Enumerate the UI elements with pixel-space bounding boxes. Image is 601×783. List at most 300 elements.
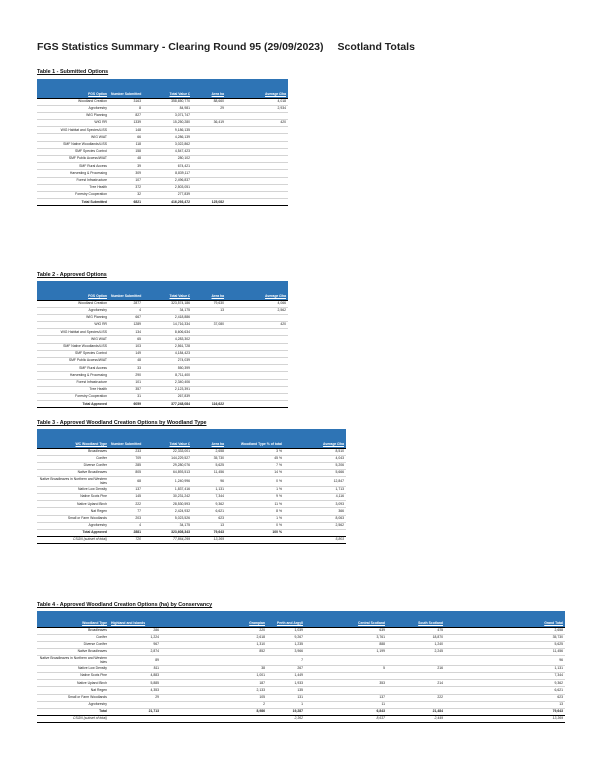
table-cell: 33 [109, 365, 143, 372]
table-row [37, 634, 565, 641]
table-row [37, 379, 288, 386]
table-cell: 148 [109, 127, 143, 134]
table-cell: 131 [267, 694, 305, 701]
row-label: Native Upland Birch [37, 501, 109, 508]
table-cell: 2 [161, 701, 267, 708]
table2-caption: Table 2 - Approved Options [37, 272, 107, 278]
row-label: WIG Planning [37, 314, 109, 321]
table-cell: 8,606,634 [143, 329, 192, 336]
table-row [37, 649, 565, 656]
row-label: Forestry Cooperation [37, 393, 109, 400]
row-label: Conifer [37, 634, 109, 641]
table-cell: 0 % [226, 522, 284, 529]
table-cell: 967 [109, 641, 161, 648]
table-row [37, 148, 288, 155]
table-cell: 34,175 [143, 307, 192, 314]
row-label: Diverse Conifer [37, 641, 109, 648]
table-cell: 4,286,139 [143, 134, 192, 141]
table-cell: 1,131 [445, 665, 565, 672]
table-cell: 2,418,886 [143, 314, 192, 321]
row-label: Native Low Density [37, 665, 109, 672]
table-cell: 5,625 [445, 641, 565, 648]
table4-caption: Table 4 - Approved Woodland Creation Options (ha) by Conservancy [37, 602, 213, 608]
table-cell: 96 [192, 477, 226, 487]
table-cell [192, 314, 226, 321]
table-cell [387, 656, 445, 666]
table-row [37, 105, 288, 112]
table-cell: 48 [109, 358, 143, 365]
total-row [37, 708, 565, 715]
table3-body [37, 448, 346, 544]
table-cell [192, 343, 226, 350]
table-cell: 11,456 [192, 470, 226, 477]
table-cell [226, 134, 288, 141]
table-cell: 550,399 [143, 365, 192, 372]
table-cell: 8,986 [161, 708, 267, 715]
row-label: Nat Regen [37, 687, 109, 694]
table-cell: 0 % [226, 477, 284, 487]
row-label: Tree Health [37, 184, 109, 191]
table3-header-area: Area ha [192, 429, 226, 448]
table-cell: 13 [445, 701, 565, 708]
table-cell: 149 [109, 350, 143, 357]
row-label: Agroforestry [37, 307, 109, 314]
table-row [37, 477, 346, 487]
table3-header-average: Average £/ha [284, 429, 346, 448]
table-cell [226, 358, 288, 365]
table-cell: 48 [109, 156, 143, 163]
table-cell: 2,562 [226, 307, 288, 314]
table4-header-south: South Scotland [387, 611, 445, 627]
table-cell: 31 [109, 393, 143, 400]
table-row [37, 177, 288, 184]
table-cell: 79,643 [445, 708, 565, 715]
table-cell: 137 [305, 694, 387, 701]
table-row [37, 127, 288, 134]
row-label: Harvesting & Processing [37, 372, 109, 379]
table-cell: 22,333,001 [143, 448, 192, 455]
table-row [37, 112, 288, 119]
table-cell: 187 [161, 680, 267, 687]
table-cell [226, 343, 288, 350]
table4-header-perth: Perth and Argyll [267, 611, 305, 627]
table-cell: 2,934 [226, 105, 288, 112]
table-cell [192, 184, 226, 191]
row-label: SMF Native Woodlands/LISS [37, 141, 109, 148]
table-cell: 9,186,135 [143, 127, 192, 134]
table1-submitted-options [37, 79, 288, 206]
table-row [37, 665, 565, 672]
table-cell [387, 672, 445, 679]
table1-caption: Table 1 - Submitted Options [37, 69, 109, 75]
table-cell: 2,133 [161, 687, 267, 694]
table-row [37, 508, 346, 515]
table-row [37, 680, 565, 687]
table-row [37, 170, 288, 177]
table-cell: 15,250,280 [143, 120, 192, 127]
table-cell: 5,803 [284, 537, 346, 544]
row-label: Total [37, 708, 109, 715]
table-cell: 103 [109, 343, 143, 350]
table-cell [192, 156, 226, 163]
row-label: Small or Farm Woodlands [37, 515, 109, 522]
table-cell: 19,287 [267, 708, 305, 715]
table-cell: 353 [305, 680, 387, 687]
table2-header-area: Area ha [192, 281, 226, 300]
table-cell: 1339 [109, 120, 143, 127]
table-cell: 3,093 [284, 501, 346, 508]
table-cell: 11 % [226, 501, 284, 508]
row-label: Native Broadleaves [37, 470, 109, 477]
table-cell [192, 365, 226, 372]
document-title [37, 41, 415, 53]
table-cell: 852 [161, 649, 267, 656]
table-cell [161, 656, 267, 666]
table-cell: 100 % [226, 529, 284, 536]
table-cell: 2,658 [192, 448, 226, 455]
table-cell: 45 % [226, 455, 284, 462]
csgn-row [37, 716, 565, 723]
table-cell: 2,123,391 [143, 386, 192, 393]
row-label: Woodland Creation [37, 98, 109, 105]
table-cell [192, 379, 226, 386]
table-cell: 13 [192, 307, 226, 314]
table-cell: 29 [192, 105, 226, 112]
table-cell: 1,240,996 [143, 477, 192, 487]
table-cell: 77,864,299 [143, 537, 192, 544]
table1-body [37, 98, 288, 206]
table-cell [226, 177, 288, 184]
row-label: Agroforestry [37, 701, 109, 708]
row-label: Woodland Creation [37, 300, 109, 307]
table-cell: 35,730 [192, 455, 226, 462]
table-cell: 3,071,747 [143, 112, 192, 119]
table-cell: 6,843 [305, 708, 387, 715]
total-row [37, 401, 288, 408]
row-label: Harvesting & Processing [37, 170, 109, 177]
row-label: Total Approved [37, 401, 109, 408]
table-cell: 8,637 [305, 716, 387, 723]
table-cell: 1,199 [305, 649, 387, 656]
row-label: Native Broadleaves [37, 649, 109, 656]
table-cell: 35,730 [445, 634, 565, 641]
table-row [37, 163, 288, 170]
table3-header-value: Total Value £ [143, 429, 192, 448]
table-cell: 14,716,334 [143, 322, 192, 329]
table-cell: 7 % [226, 462, 284, 469]
table-cell: 277,839 [143, 191, 192, 198]
table-cell: 64,893,513 [143, 470, 192, 477]
table-cell: 89 [109, 656, 161, 666]
table-cell: 1 % [226, 486, 284, 493]
table-cell [226, 112, 288, 119]
table-row [37, 120, 288, 127]
table-cell: 4,283,302 [143, 336, 192, 343]
table-row [37, 672, 565, 679]
table-cell [192, 358, 226, 365]
row-label: Forest Infrastructure [37, 177, 109, 184]
table-cell [226, 379, 288, 386]
table-cell: 4,547,423 [143, 148, 192, 155]
row-label: Native Broadleaves in Northern and Western Isles [37, 656, 109, 666]
table-cell: 639 [305, 627, 387, 634]
table-cell: 6059 [109, 401, 143, 408]
table-cell [226, 141, 288, 148]
row-label: Nat Regen [37, 508, 109, 515]
table2-approved-options [37, 281, 288, 408]
table-cell: 7,344 [192, 493, 226, 500]
table-row [37, 627, 565, 634]
table-row [37, 336, 288, 343]
table-cell: 233 [109, 448, 143, 455]
table-cell: 11,456 [445, 649, 565, 656]
table-cell [226, 350, 288, 357]
table-cell: 158 [109, 148, 143, 155]
table-cell: 8,711,400 [143, 372, 192, 379]
table-cell [305, 687, 387, 694]
table-cell: 290 [109, 372, 143, 379]
table-cell: 1289 [109, 322, 143, 329]
table-cell [192, 170, 226, 177]
table-cell: 13 [192, 522, 226, 529]
table3-header-percent: Woodland Type % of total [226, 429, 284, 448]
table-cell: 8,510 [284, 448, 346, 455]
table-row [37, 448, 346, 455]
table-cell: 3,022,862 [143, 141, 192, 148]
table-cell: 827 [109, 112, 143, 119]
table3-header-type: WC Woodland Type [37, 429, 109, 448]
table-cell [226, 393, 288, 400]
table-cell: 1,713 [284, 486, 346, 493]
table-cell: 4,018 [226, 98, 288, 105]
table-cell: 267,839 [143, 393, 192, 400]
table-cell: 1,001 [161, 672, 267, 679]
table2-header-average: Average £/ha [226, 281, 288, 300]
table-cell: 720 [109, 537, 143, 544]
table-cell: 3,761 [305, 634, 387, 641]
table-cell: 2,496,837 [143, 177, 192, 184]
table4-header-type: Woodland Type [37, 611, 109, 627]
table-cell [226, 199, 288, 206]
table3-woodland-type [37, 429, 346, 544]
row-label: WIG RR [37, 322, 109, 329]
table-cell: 101 [109, 379, 143, 386]
table-row [37, 694, 565, 701]
table-cell: 7 [267, 656, 305, 666]
table-cell: 1,240 [387, 641, 445, 648]
table-cell: 4,066 [226, 300, 288, 307]
table4-header-highland: Highland and Islands [109, 611, 161, 627]
table-cell: 18,870 [387, 634, 445, 641]
row-label: WIG Planning [37, 112, 109, 119]
table-row [37, 300, 288, 307]
table2-header-value: Total Value £ [143, 281, 192, 300]
table-cell: 805 [109, 470, 143, 477]
table-cell [192, 386, 226, 393]
table-cell [226, 386, 288, 393]
table-cell: 6821 [109, 199, 143, 206]
row-label: SMF Species Control [37, 148, 109, 155]
table-cell [226, 163, 288, 170]
row-label: SMF Rural Access [37, 365, 109, 372]
table-cell: 3163 [109, 98, 143, 105]
table-cell: 323,574,186 [143, 300, 192, 307]
table4-body [37, 627, 565, 723]
table-cell [192, 148, 226, 155]
table-cell: 34,175 [143, 522, 192, 529]
table-cell: 2,561,728 [143, 343, 192, 350]
table-cell: 2,618 [161, 634, 267, 641]
table-cell: 623 [445, 694, 565, 701]
table-cell [226, 156, 288, 163]
row-label: SMF Native Woodlands/LISS [37, 343, 109, 350]
table-cell [192, 163, 226, 170]
table-cell [226, 537, 284, 544]
table-cell [192, 372, 226, 379]
table-cell: 2881 [109, 529, 143, 536]
table-cell: 116,622 [192, 401, 226, 408]
row-label: Native Upland Birch [37, 680, 109, 687]
table-cell: 1,039 [267, 627, 305, 634]
table-cell [192, 393, 226, 400]
table-cell: 377,248,084 [143, 401, 192, 408]
table-row [37, 687, 565, 694]
table-cell: 5,023,526 [143, 515, 192, 522]
table-cell: 8,063 [284, 515, 346, 522]
table-cell: 21,713 [109, 708, 161, 715]
table-cell: 9,362 [445, 680, 565, 687]
table-cell: 4,116 [284, 493, 346, 500]
table-cell: 29,280,076 [143, 462, 192, 469]
table-row [37, 701, 565, 708]
table-cell: 4,353 [109, 687, 161, 694]
table-cell: 285 [109, 462, 143, 469]
table-row [37, 350, 288, 357]
table-cell: 323,608,343 [143, 529, 192, 536]
table-cell: 32 [109, 191, 143, 198]
table-cell: 9 % [226, 493, 284, 500]
table-cell: 137 [109, 486, 143, 493]
table-cell [305, 656, 387, 666]
table-cell: 77 [109, 508, 143, 515]
table-cell: 5,885 [109, 680, 161, 687]
table-cell [192, 112, 226, 119]
table4-conservancy [37, 611, 565, 723]
table-cell: 358,650,770 [143, 98, 192, 105]
table-cell: 1,310 [161, 641, 267, 648]
table-cell: 1 [267, 701, 305, 708]
table-cell: 2,449 [387, 716, 445, 723]
row-label: WIG Habitat and Species/LISS [37, 127, 109, 134]
table-cell: 1,449 [267, 672, 305, 679]
table-cell: 8 [109, 105, 143, 112]
table-row [37, 307, 288, 314]
table-cell: 9,362 [192, 501, 226, 508]
table-cell: 21,484 [387, 708, 445, 715]
table1-header-option: FGS Option [37, 79, 109, 98]
row-label: Native Broadleaves in Northern and Western Isles [37, 477, 109, 487]
table-cell: 2,874 [109, 649, 161, 656]
table-cell: 9,267 [267, 634, 305, 641]
row-label: Native Low Density [37, 486, 109, 493]
table-cell [109, 701, 161, 708]
table-cell: 203 [109, 515, 143, 522]
table-cell: 1,837,416 [143, 486, 192, 493]
table-cell: 1 % [226, 515, 284, 522]
table-cell: 105 [161, 694, 267, 701]
table-cell: 4,184,423 [143, 350, 192, 357]
table-cell [192, 350, 226, 357]
table-cell [387, 701, 445, 708]
total-row [37, 529, 346, 536]
table-cell: 107 [109, 177, 143, 184]
table-row [37, 322, 288, 329]
table-cell: 674,421 [143, 163, 192, 170]
table2-header-number: Number Submitted [109, 281, 143, 300]
table-row [37, 515, 346, 522]
table-cell: 420 [226, 120, 288, 127]
table-row [37, 184, 288, 191]
table-cell: 2,424,932 [143, 508, 192, 515]
csgn-row [37, 537, 346, 544]
table-cell: 68 [109, 477, 143, 487]
table-row [37, 156, 288, 163]
table-cell: 372 [109, 184, 143, 191]
table-cell: 7,344 [445, 672, 565, 679]
table-cell: 709 [109, 455, 143, 462]
table-cell: 2,562 [284, 522, 346, 529]
table-cell: 811 [109, 665, 161, 672]
table-cell: 357 [109, 386, 143, 393]
table-cell: 6,621 [192, 508, 226, 515]
table-cell: 134 [109, 329, 143, 336]
table-row [37, 329, 288, 336]
row-label: Forestry Cooperation [37, 191, 109, 198]
table-cell: 623 [192, 515, 226, 522]
table1-header-average: Average £/ha [226, 79, 288, 98]
table-row [37, 641, 565, 648]
table-cell: 286 [109, 627, 161, 634]
table-row [37, 493, 346, 500]
row-label: Tree Health [37, 386, 109, 393]
table-cell: 12,847 [284, 477, 346, 487]
table-cell: 1,131 [192, 486, 226, 493]
table-cell: 420 [226, 322, 288, 329]
table-cell: 79,630 [192, 300, 226, 307]
table-cell: 29 [109, 694, 161, 701]
row-label: SMF Rural Access [37, 163, 109, 170]
table-cell: 1,235 [267, 641, 305, 648]
table-cell: 36,419 [192, 120, 226, 127]
table-row [37, 141, 288, 148]
row-label: Diverse Conifer [37, 462, 109, 469]
document-subtitle: Scotland Totals [337, 41, 415, 53]
table-row [37, 501, 346, 508]
row-label: WIG Habitat and Species/LISS [37, 329, 109, 336]
table-cell: 2877 [109, 300, 143, 307]
row-label: Total Submitted [37, 199, 109, 206]
table-row [37, 522, 346, 529]
table-cell: 28,530,593 [143, 501, 192, 508]
table3-header-number: Number Submitted [109, 429, 143, 448]
row-label: Small or Farm Woodlands [37, 694, 109, 701]
table-cell: 14 % [226, 470, 284, 477]
table-row [37, 372, 288, 379]
table-cell: 11 [305, 701, 387, 708]
table-cell: 5,625 [192, 462, 226, 469]
table-cell [226, 372, 288, 379]
table-cell: 4,883 [109, 672, 161, 679]
